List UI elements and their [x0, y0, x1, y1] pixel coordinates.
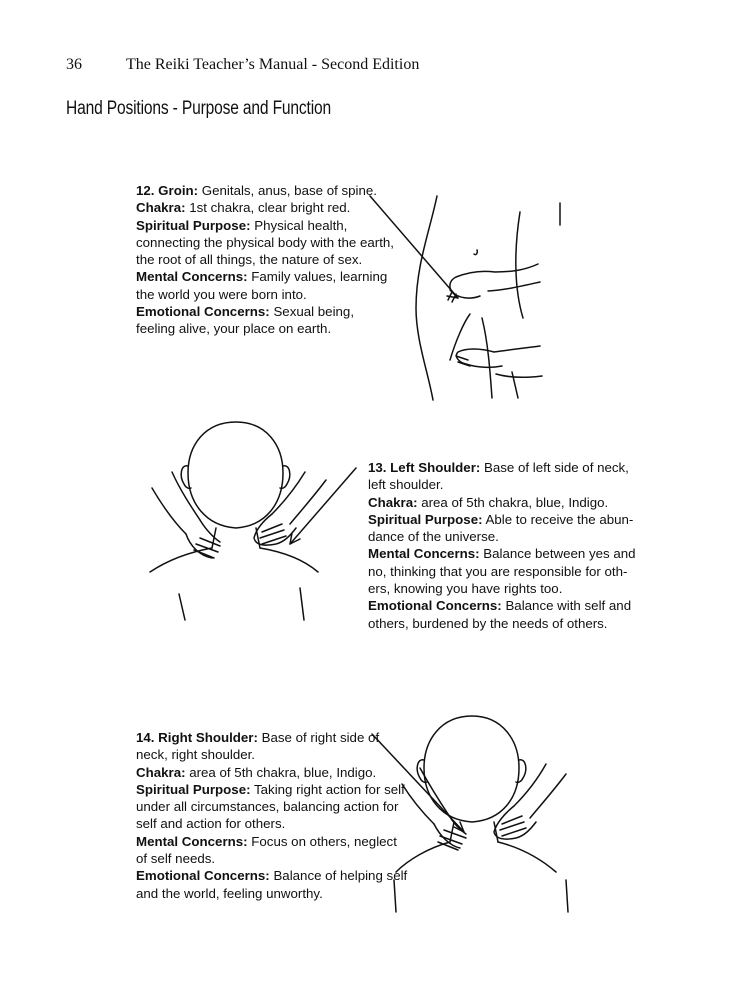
chakra-label: Chakra:: [136, 200, 186, 216]
emotional-concerns-text: Balance of helping self: [273, 868, 408, 884]
emotional-concerns-text: and the world, feeling unworthy.: [136, 885, 323, 901]
mental-concerns-text: Family values, learning: [251, 269, 388, 285]
spiritual-purpose-label: Spiritual Purpose:: [136, 217, 251, 233]
emotional-concerns-label: Emotional Concerns:: [136, 868, 270, 884]
spiritual-purpose-text: self and action for others.: [136, 816, 286, 832]
spiritual-purpose-text: dance of the universe.: [368, 529, 499, 545]
chakra-label: Chakra:: [368, 494, 418, 510]
entry-description: Base of right side of: [261, 730, 380, 745]
entry-description: Genitals, anus, base of spine.: [201, 183, 377, 198]
mental-concerns-label: Mental Concerns:: [368, 546, 480, 562]
page-number: 36: [66, 56, 82, 73]
entry-groin: [136, 182, 394, 338]
left-shoulder-hand-position-illustration: [140, 410, 370, 640]
section-title: Hand Positions - Purpose and Function: [66, 98, 332, 119]
right-shoulder-hand-position-illustration: [360, 705, 600, 920]
spiritual-purpose-label: Spiritual Purpose:: [136, 781, 251, 797]
spiritual-purpose-text: under all circumstances, balancing action for: [136, 799, 399, 815]
mental-concerns-text: Focus on others, neglect: [251, 833, 397, 849]
emotional-concerns-text: feeling alive, your place on earth.: [136, 321, 332, 337]
mental-concerns-text: the world you were born into.: [136, 286, 307, 302]
entry-description: Base of left side of neck,: [484, 460, 629, 475]
mental-concerns-label: Mental Concerns:: [136, 833, 248, 849]
spiritual-purpose-label: Spiritual Purpose:: [368, 511, 483, 527]
spiritual-purpose-text: connecting the physical body with the earth,: [136, 234, 394, 250]
entry-left-shoulder: [368, 459, 636, 632]
entry-description: left shoulder.: [368, 477, 444, 493]
mental-concerns-text: no, thinking that you are responsible for oth-: [368, 563, 628, 579]
mental-concerns-text: of self needs.: [136, 851, 216, 867]
entry-description: neck, right shoulder.: [136, 747, 256, 763]
spiritual-purpose-text: Physical health,: [254, 217, 348, 233]
spiritual-purpose-text: Taking right action for self: [254, 781, 405, 797]
spiritual-purpose-text: Able to receive the abun-: [485, 511, 634, 527]
book-title: The Reiki Teacher’s Manual - Second Edition: [126, 56, 420, 73]
chakra-text: area of 5th chakra, blue, Indigo.: [421, 494, 609, 510]
mental-concerns-text: ers, knowing you have rights too.: [368, 581, 563, 597]
chakra-text: 1st chakra, clear bright red.: [189, 200, 351, 216]
emotional-concerns-text: Sexual being,: [273, 304, 355, 320]
running-head: [66, 56, 419, 74]
emotional-concerns-text: others, burdened by the needs of others.: [368, 615, 608, 631]
entry-title: 12. Groin:: [136, 183, 199, 198]
entry-title: 14. Right Shoulder:: [136, 730, 258, 745]
mental-concerns-text: Balance between yes and: [483, 546, 636, 562]
groin-hand-position-illustration: [360, 185, 560, 405]
entry-title: 13. Left Shoulder:: [368, 460, 481, 475]
mental-concerns-label: Mental Concerns:: [136, 269, 248, 285]
emotional-concerns-text: Balance with self and: [505, 598, 632, 614]
spiritual-purpose-text: the root of all things, the nature of sex.: [136, 252, 363, 268]
emotional-concerns-label: Emotional Concerns:: [368, 598, 502, 614]
chakra-label: Chakra:: [136, 764, 186, 780]
chakra-text: area of 5th chakra, blue, Indigo.: [189, 764, 377, 780]
emotional-concerns-label: Emotional Concerns:: [136, 304, 270, 320]
